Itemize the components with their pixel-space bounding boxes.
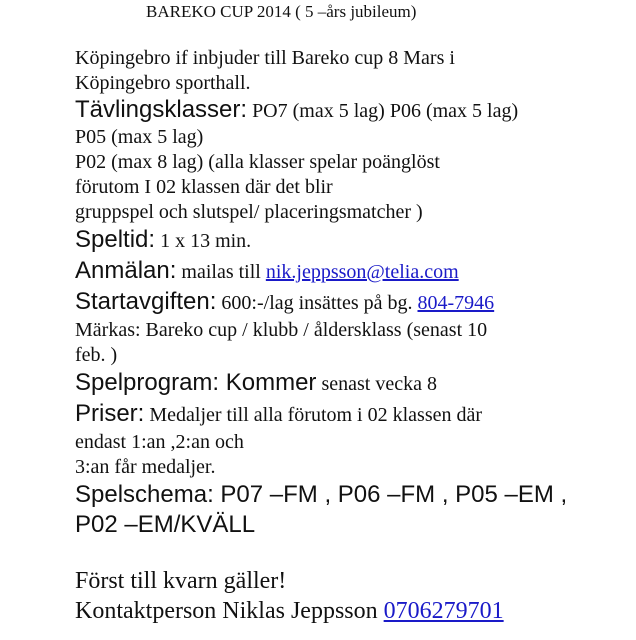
spelschema-line-2: P02 –EM/KVÄLL: [75, 511, 256, 538]
email-link[interactable]: nik.jeppsson@telia.com: [265, 261, 459, 283]
spelprogram-value: Kommer: [219, 369, 317, 396]
spelprogram-suffix: senast vecka 8: [316, 373, 437, 395]
startavgift-label: Startavgiften:: [75, 288, 217, 315]
classes-line-2: P05 (max 5 lag): [75, 126, 204, 148]
classes-line-1: PO7 (max 5 lag) P06 (max 5 lag): [247, 100, 519, 122]
markas-line-2: feb. ): [75, 344, 118, 366]
priser-row: [75, 399, 620, 430]
classes-label: Tävlingsklasser:: [75, 96, 248, 123]
speltid-value: 1 x 13 min.: [155, 230, 252, 252]
intro-line-1: Köpingebro if inbjuder till Bareko cup 8 Mars i: [75, 47, 455, 69]
page-title: BAREKO CUP 2014 ( 5 –års jubileum): [146, 2, 417, 21]
classes-row: [75, 96, 620, 125]
spacer: [75, 540, 620, 566]
classes-line-5: gruppspel och slutspel/ placeringsmatcher ): [75, 201, 423, 223]
classes-line-4: förutom I 02 klassen där det blir: [75, 176, 333, 198]
phone-link[interactable]: 0706279701: [383, 598, 504, 624]
contact-row: [75, 596, 620, 626]
anmalan-row: [75, 256, 620, 287]
priser-line-1: Medaljer till alla förutom i 02 klassen där: [144, 404, 483, 426]
anmalan-text: mailas till: [176, 261, 266, 283]
markas-line-1: Märkas: Bareko cup / klubb / åldersklass (senast 10: [75, 319, 488, 341]
classes-line-3: P02 (max 8 lag) (alla klasser spelar poänglöst: [75, 151, 440, 173]
intro-line-2: Köpingebro sporthall.: [75, 72, 251, 94]
document-body: [75, 46, 620, 626]
priser-line-3: 3:an får medaljer.: [75, 456, 216, 478]
startavgift-row: [75, 287, 620, 318]
speltid-row: [75, 225, 620, 256]
contact-text: Kontaktperson Niklas Jeppsson: [75, 598, 384, 624]
spelprogram-label: Spelprogram:: [75, 369, 220, 396]
priser-line-2: endast 1:an ,2:an och: [75, 431, 244, 453]
first-come-line: Först till kvarn gäller!: [75, 568, 287, 594]
spelprogram-row: [75, 368, 620, 399]
priser-label: Priser:: [75, 400, 145, 427]
speltid-label: Speltid:: [75, 226, 156, 253]
anmalan-label: Anmälan:: [75, 257, 177, 284]
startavgift-text: 600:-/lag insättes på bg.: [216, 292, 418, 314]
bankgiro-link[interactable]: 804-7946: [417, 292, 495, 314]
spelschema-line-1: Spelschema: P07 –FM , P06 –FM , P05 –EM ,: [75, 481, 568, 508]
